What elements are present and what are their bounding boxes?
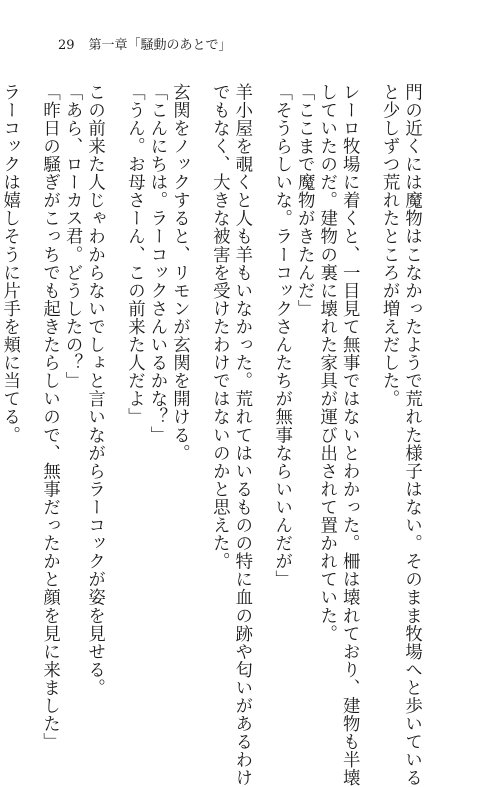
text-line: でもなく、大きな被害を受けたわけではないのかと思えた。 [209, 83, 230, 571]
novel-body-text [0, 83, 440, 787]
text-line: 「こんにちは。ラーコックさんいるかな？」 [146, 83, 167, 444]
text-line: ラーコックは嬉しそうに片手を頬に当てる。 [0, 83, 20, 444]
text-line: 「あら、ローカス君。どうしたの？」 [62, 83, 83, 390]
text-line: 羊小屋を覗くと人も羊もいなかった。荒れてはいるものの特に血の跡や匂いがあるわけ [231, 83, 252, 787]
text-line: と少しずつ荒れたところが増えだした。 [379, 83, 400, 408]
text-line: 「そうらしいな。ラーコックさんたちが無事ならいいんだが」 [271, 83, 292, 589]
text-line: レーロ牧場に着くと、一目見て無事ではないとわかった。柵は壊れており、建物も半壊 [339, 83, 360, 787]
running-header [58, 37, 232, 55]
text-line: 玄関をノックすると、リモンが玄関を開ける。 [169, 83, 190, 463]
text-line: この前来た人じゃわからないでしょと言いながらラーコックが姿を見せる。 [84, 83, 105, 697]
text-line: 「昨日の騒ぎがこっちでも起きたらしいので、無事だったかと顔を見に来ました」 [39, 83, 60, 751]
text-line: 「ここまで魔物がきたんだ」 [294, 83, 315, 318]
text-line: 門の近くには魔物はこなかったようで荒れた様子はない。そのまま牧場へと歩いている [401, 83, 422, 787]
chapter-title: 第一章「騒動のあとで」 [88, 38, 232, 53]
page-number: 29 [58, 38, 75, 53]
text-line: 「うん。お母さーん、この前来た人だよ」 [124, 83, 145, 426]
text-line: していたのだ。建物の裏に壊れた家具が運び出されて置かれていた。 [316, 83, 337, 643]
